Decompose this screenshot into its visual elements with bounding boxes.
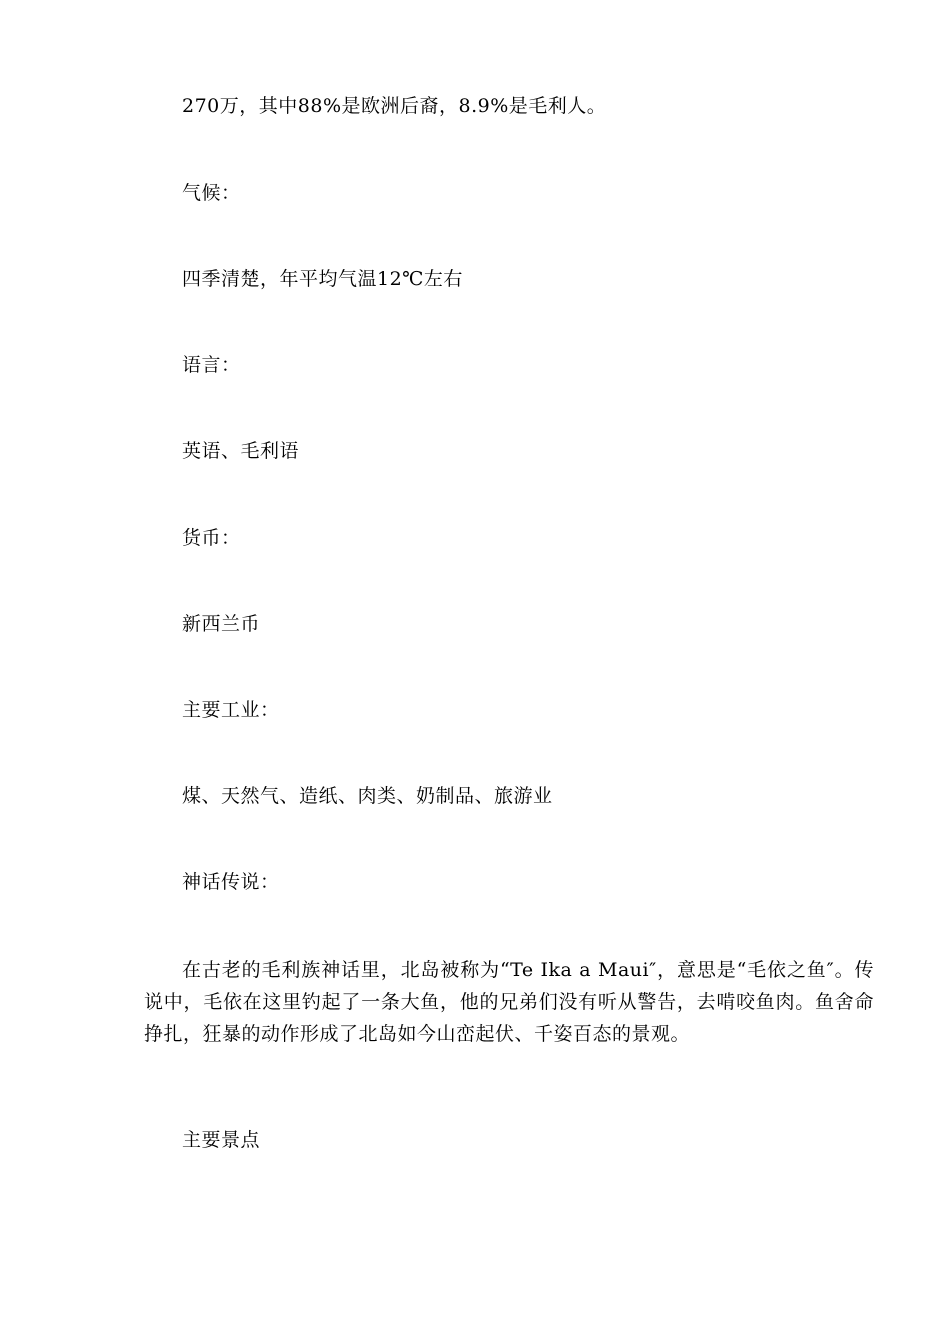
currency-label: 货币： xyxy=(182,527,241,549)
industry-value: 煤、天然气、造纸、肉类、奶制品、旅游业 xyxy=(182,785,553,807)
language-label: 语言： xyxy=(182,354,241,376)
climate-value: 四季清楚，年平均气温12℃左右 xyxy=(182,268,463,290)
myth-label: 神话传说： xyxy=(182,871,280,893)
climate-label: 气候： xyxy=(182,182,241,204)
attractions-label: 主要景点 xyxy=(182,1129,261,1151)
currency-value: 新西兰币 xyxy=(182,613,261,635)
myth-paragraph: 在古老的毛利族神话里，北岛被称为“Te Ika a Maui″，意思是“毛依之鱼″。传说中，毛依在这里钓起了一条大鱼，他的兄弟们没有听从警告，去啃咬鱼肉。鱼舍命挣扎，狂暴的动作形成了北岛如今山峦起伏、千姿百态的景观。 xyxy=(144,959,874,1045)
language-value: 英语、毛利语 xyxy=(182,440,300,462)
population-line: 270万，其中88%是欧洲后裔，8.9%是毛利人。 xyxy=(182,95,607,117)
industry-label: 主要工业： xyxy=(182,699,280,721)
